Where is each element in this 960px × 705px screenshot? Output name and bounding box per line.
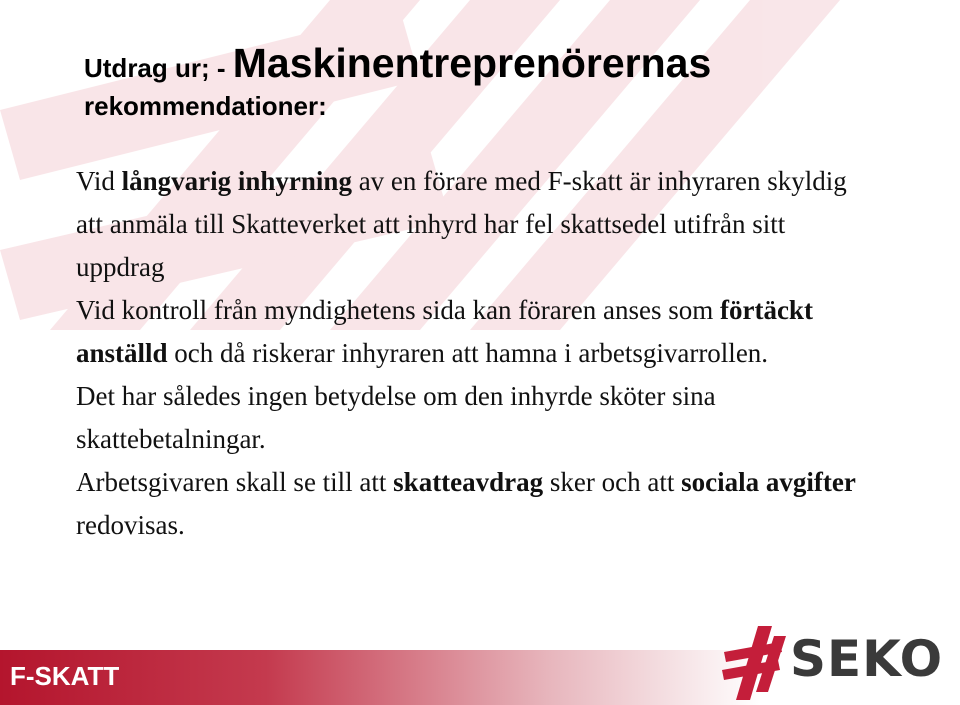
seko-logo-icon bbox=[720, 622, 790, 705]
paragraph-3 bbox=[76, 375, 876, 461]
title-line-1 bbox=[84, 40, 711, 87]
paragraph-4-text-a: Arbetsgivaren skall se till att bbox=[76, 467, 394, 497]
paragraph-1-text-b: av en förare med F-skatt är inhyraren skyldig att anmäla till Skatteverket att inhyrd har fel skattsedel utifrån sitt uppdrag bbox=[76, 166, 847, 282]
seko-logo-text: SEKO bbox=[790, 630, 944, 688]
body-text bbox=[76, 160, 876, 547]
paragraph-2-text-b: och då riskerar inhyraren att hamna i arbetsgivarrollen. bbox=[167, 338, 769, 368]
title-main: Maskinentreprenörernas bbox=[232, 40, 712, 86]
slide-title bbox=[84, 40, 711, 122]
paragraph-2-bold: förtäckt anställd bbox=[76, 295, 813, 368]
seko-logo bbox=[720, 622, 960, 705]
paragraph-3-text: Det har således ingen betydelse om den inhyrde sköter sina skattebetalningar. bbox=[76, 381, 716, 454]
title-line-2: rekommendationer: bbox=[84, 91, 327, 121]
footer-label: F-SKATT bbox=[10, 661, 120, 691]
paragraph-2 bbox=[76, 289, 876, 375]
title-prefix: Utdrag ur; - bbox=[84, 53, 233, 83]
paragraph-1-bold: långvarig inhyrning bbox=[121, 166, 352, 196]
paragraph-4-bold-a: skatteavdrag bbox=[393, 467, 544, 497]
paragraph-4-text-b: sker och att bbox=[543, 467, 682, 497]
paragraph-1-text-a: Vid bbox=[76, 166, 122, 196]
paragraph-4 bbox=[76, 461, 876, 547]
paragraph-4-bold-b: sociala avgifter bbox=[681, 467, 856, 497]
paragraph-4-text-c: redovisas. bbox=[76, 510, 185, 540]
paragraph-1 bbox=[76, 160, 876, 289]
paragraph-2-text-a: Vid kontroll från myndighetens sida kan föraren anses som bbox=[76, 295, 720, 325]
